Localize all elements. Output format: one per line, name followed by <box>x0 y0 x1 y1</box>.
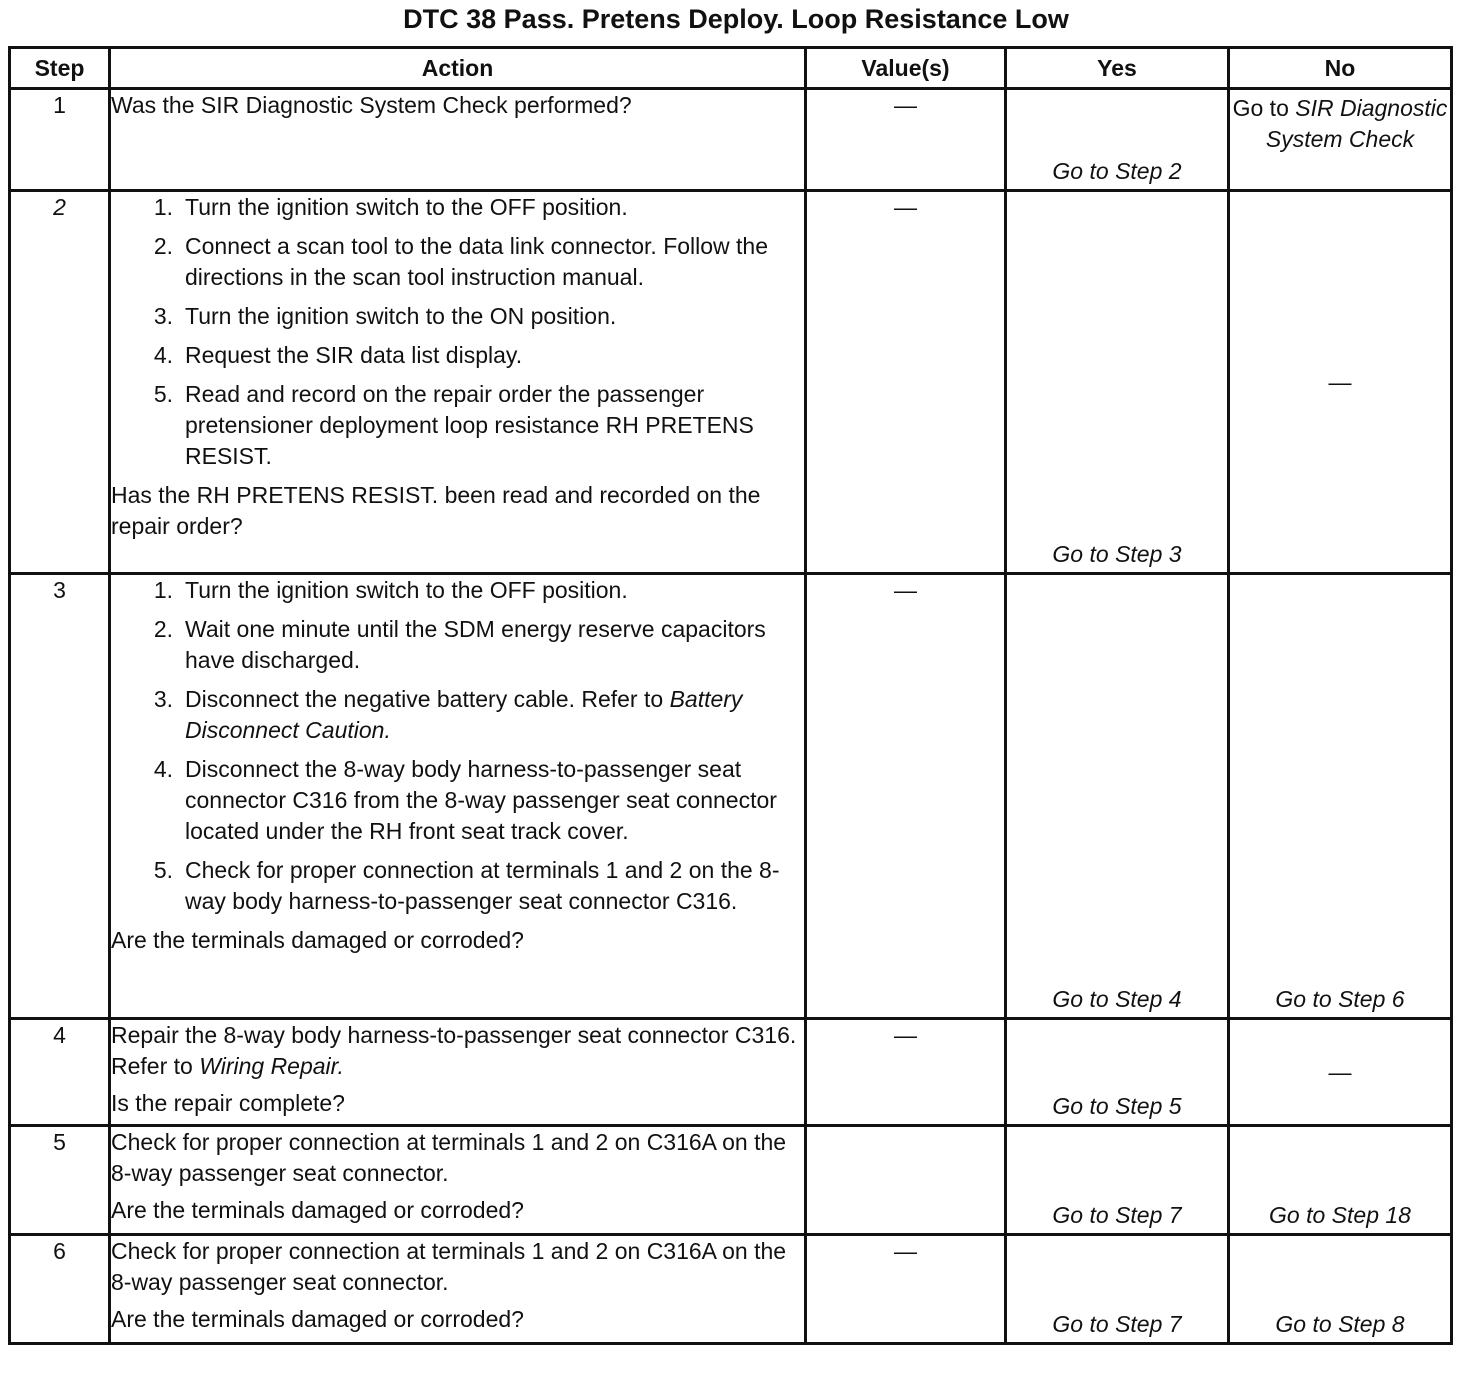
substep-list <box>111 575 804 917</box>
value-cell: — <box>806 574 1006 1019</box>
no-cell <box>1229 1235 1452 1344</box>
substep-text-plain: Disconnect the negative battery cable. Refer to <box>185 686 670 712</box>
substep-number: 3. <box>153 303 173 329</box>
substep-list <box>111 192 804 472</box>
no-link-italic: SIR Diagnostic System Check <box>1265 95 1448 152</box>
substep-number: 3. <box>153 686 173 712</box>
header-step: Step <box>10 48 110 89</box>
value-cell: — <box>806 1019 1006 1126</box>
reference-link[interactable]: Wiring Repair. <box>199 1053 344 1079</box>
yes-cell <box>1006 89 1229 191</box>
step-number: 4 <box>10 1019 110 1126</box>
no-link[interactable]: Go to Step 8 <box>1275 1311 1405 1337</box>
question-text: Are the terminals damaged or corroded? <box>111 927 524 953</box>
no-link[interactable]: Go to Step 6 <box>1275 986 1405 1012</box>
yes-link[interactable]: Go to Step 5 <box>1052 1093 1182 1119</box>
action-cell <box>110 191 806 574</box>
yes-link[interactable]: Go to Step 7 <box>1052 1202 1182 1228</box>
substep-text: Turn the ignition switch to the OFF position. <box>185 577 628 603</box>
page-title: DTC 38 Pass. Pretens Deploy. Loop Resistance Low <box>403 4 1069 34</box>
substep <box>111 340 804 371</box>
substep <box>111 614 804 676</box>
question-text: Has the RH PRETENS RESIST. been read and recorded on the repair order? <box>111 482 761 539</box>
step-number: 3 <box>10 574 110 1019</box>
substep-text: Read and record on the repair order the passenger pretensioner deployment loop resistance RH PRETENS RESIST. <box>185 381 754 469</box>
no-cell: — <box>1229 191 1452 574</box>
substep <box>111 575 804 606</box>
substep-text: Wait one minute until the SDM energy reserve capacitors have discharged. <box>185 616 766 673</box>
value-cell: — <box>806 89 1006 191</box>
question-text: Is the repair complete? <box>111 1090 345 1116</box>
yes-cell <box>1006 191 1229 574</box>
action-text <box>111 1020 804 1082</box>
substep-number: 5. <box>153 381 173 407</box>
header-no: No <box>1229 48 1452 89</box>
substep-text: Disconnect the 8-way body harness-to-passenger seat connector C316 from the 8-way passenger seat connector located under the RH front seat track cover. <box>185 756 777 844</box>
header-row <box>10 48 1452 89</box>
header-yes: Yes <box>1006 48 1229 89</box>
substep-number: 4. <box>153 342 173 368</box>
table-row <box>10 574 1452 1019</box>
substep <box>111 379 804 472</box>
action-cell <box>110 89 806 191</box>
yes-link[interactable]: Go to Step 3 <box>1052 541 1182 567</box>
substep <box>111 231 804 293</box>
action-text: Check for proper connection at terminals 1 and 2 on C316A on the 8-way passenger seat connector. <box>111 1129 787 1186</box>
no-cell: — <box>1229 1019 1452 1126</box>
no-link[interactable]: Go to Step 18 <box>1269 1202 1411 1228</box>
table-row <box>10 1235 1452 1344</box>
table-row <box>10 1019 1452 1126</box>
reference-link[interactable]: Battery Disconnect Caution. <box>185 686 743 743</box>
yes-cell <box>1006 1019 1229 1126</box>
action-cell <box>110 1235 806 1344</box>
yes-link[interactable]: Go to Step 2 <box>1052 158 1182 184</box>
table-row <box>10 1126 1452 1235</box>
substep-text: Turn the ignition switch to the ON position. <box>185 303 617 329</box>
substep <box>111 192 804 223</box>
value-cell: — <box>806 1235 1006 1344</box>
action-text: Was the SIR Diagnostic System Check performed? <box>111 92 632 118</box>
action-text-plain: Repair the 8-way body harness-to-passenger seat connector C316. Refer to <box>111 1022 797 1079</box>
substep-text: Check for proper connection at terminals 1 and 2 on the 8-way body harness-to-passenger seat connector C316. <box>185 857 780 914</box>
question-text: Are the terminals damaged or corroded? <box>111 1306 524 1332</box>
action-text: Check for proper connection at terminals 1 and 2 on C316A on the 8-way passenger seat connector. <box>111 1238 787 1295</box>
substep-number: 4. <box>153 756 173 782</box>
question-text: Are the terminals damaged or corroded? <box>111 1197 524 1223</box>
no-cell <box>1229 574 1452 1019</box>
action-cell <box>110 1126 806 1235</box>
substep <box>111 754 804 847</box>
yes-cell <box>1006 1235 1229 1344</box>
substep-text <box>185 684 804 746</box>
substep-number: 1. <box>153 577 173 603</box>
yes-link[interactable]: Go to Step 4 <box>1052 986 1182 1012</box>
substep-text: Turn the ignition switch to the OFF position. <box>185 194 628 220</box>
action-cell <box>110 574 806 1019</box>
step-number: 1 <box>10 89 110 191</box>
yes-cell <box>1006 574 1229 1019</box>
substep-text: Request the SIR data list display. <box>185 342 523 368</box>
value-cell <box>806 1126 1006 1235</box>
substep-number: 5. <box>153 857 173 883</box>
substep-number: 1. <box>153 194 173 220</box>
diagnostic-table <box>8 46 1453 1345</box>
yes-link[interactable]: Go to Step 7 <box>1052 1311 1182 1337</box>
step-number: 6 <box>10 1235 110 1344</box>
table-row <box>10 191 1452 574</box>
substep-text: Connect a scan tool to the data link connector. Follow the directions in the scan tool instruction manual. <box>185 233 769 290</box>
substep <box>111 301 804 332</box>
step-number: 2 <box>10 191 110 574</box>
table-row <box>10 89 1452 191</box>
no-cell <box>1229 1126 1452 1235</box>
no-prefix: Go to <box>1232 95 1296 121</box>
header-action: Action <box>110 48 806 89</box>
substep-number: 2. <box>153 233 173 259</box>
substep-number: 2. <box>153 616 173 642</box>
no-link[interactable] <box>1233 95 1448 152</box>
action-cell <box>110 1019 806 1126</box>
header-values: Value(s) <box>806 48 1006 89</box>
yes-cell <box>1006 1126 1229 1235</box>
no-cell <box>1229 89 1452 191</box>
substep <box>111 684 804 746</box>
substep <box>111 855 804 917</box>
value-cell: — <box>806 191 1006 574</box>
step-number: 5 <box>10 1126 110 1235</box>
